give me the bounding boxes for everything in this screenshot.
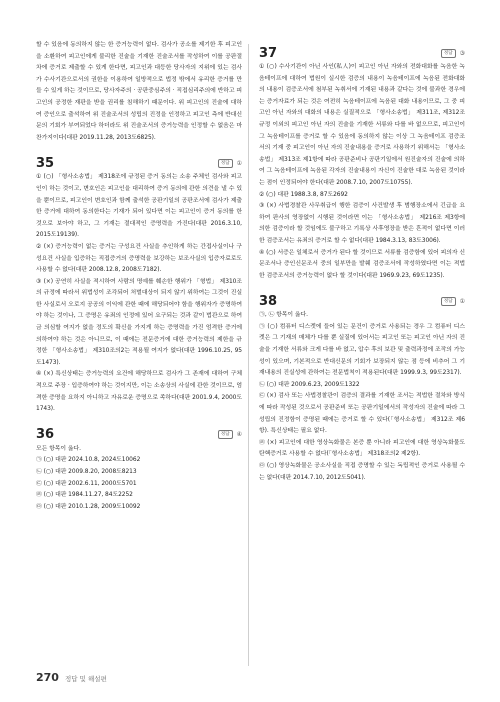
answer-mark: ③ (459, 49, 465, 57)
explanation-item: ① (○) 수사기관이 아닌 사인(私人)이 피고인 아닌 자와의 전화대화를 녹음한 녹음테이프에 대하여 법원이 실시한 검증의 내용이 녹음테이프에 녹음된 전화대화의 내용이 검증조서에 첨부된 녹취서에 기재된 내용과 같다는 것에 불과한 경우에는 증거자료가 되는 것은 여전히 녹음테이프에 녹음된 대화 내용이므로, 그 중 피고인 아닌 자와의 대화의 내용은 실질적으로 「형사소송법」 제311조, 제312조 규정 이외의 피고인 아닌 자의 진술을 기재한 서류와 다를 바 없으므로, 피고인이 그 녹음테이프를 증거로 할 수 있음에 동의하지 않는 이상 그 녹음테이프 검증조서의 기재 중 피고인이 아닌 자의 진술내용을 증거로 사용하기 위해서는 「형사소송법」 제313조 제1항에 따라 공판준비나 공판기일에서 원진술자의 진술에 의하여 그 녹음테이프에 녹음된 각자의 진술내용이 자신이 진술한 대로 녹음된 것이라는 점이 인정되어야 한다(대판 2008.7.10, 2007도10755). (259, 64, 465, 186)
page-number: 270 (36, 671, 59, 684)
answer-tag: 정답 (441, 49, 456, 58)
explanation-item: ② (○) 대판 1988.3.8, 87도2692 (259, 191, 348, 198)
question-number: 37 (259, 45, 278, 61)
citation-item: ㉣ (○) 대판 1984.11.27, 84도2252 (36, 492, 133, 499)
answer-tag: 정답 (441, 297, 456, 306)
question-lead: ㉠, ㉡ 항목이 옳다. (259, 312, 308, 319)
page-label: 정답 및 해설편 (64, 675, 107, 683)
explanation-item: ③ (×) 사법경찰관 사무취급이 행한 검증이 사건발생 후 범행장소에서 긴급을 요하여 판사의 영장없이 시행된 것이라면 이는 「형사소송법」 제216조 제3항에 의한 검증이라 할 것임에도 불구하고 기록상 사후영장을 받은 흔적이 없다면 이러한 검증조서는 유죄의 증거로 할 수 없다(대판 1984.3.13, 83도3006). (259, 203, 465, 244)
answer-mark: ① (459, 297, 465, 305)
explanation-item: ③ (×) 공연히 사실을 적시하여 사람의 명예를 훼손한 행위가 「형법」 제310조의 규정에 따라서 위법성이 조각되어 처벌대상이 되지 않기 위하여는 그것이 진실한 사실로서 오로지 공공의 이익에 관한 때에 해당되어야 함을 행위자가 증명하여야 하는 것이나, 그 증명은 유죄의 인정에 있어 요구되는 것과 같이 법관으로 하여금 의심할 여지가 없을 정도의 확신을 가지게 하는 증명력을 가진 엄격한 증거에 의하여야 하는 것은 아니므로, 이 때에는 전문증거에 대한 증거능력의 제한을 규정한 「형사소송법」 제310조의2는 적용될 여지가 없다(대판 1996.10.25, 95도1473). (36, 278, 242, 366)
answer-badge (441, 297, 465, 306)
explanation-item: ④ (×) 특신상태는 증거능력의 요건에 해당하므로 검사가 그 존재에 대하여 구체적으로 주장 · 입증하여야 하는 것이지만, 이는 소송상의 사실에 관한 것이므로, 엄격한 증명을 요하지 아니하고 자유로운 증명으로 족하다(대판 2001.9.4, 2000도1743). (36, 371, 243, 413)
answer-tag: 정답 (218, 430, 233, 439)
question-35-header (36, 154, 242, 172)
explanation-item: ㉡ (○) 대판 2009.6.23, 2009도1322 (259, 381, 360, 388)
question-37-header (259, 44, 465, 62)
column-divider (248, 44, 249, 666)
citation-item: ㉡ (○) 대판 2009.8.20, 2008도8213 (36, 469, 137, 475)
explanation-item: ① (○) 「형사소송법」 제318조에 규정된 증거 동의는 소송 주체인 검사와 피고인이 하는 것이고, 변호인은 피고인을 대리하여 증거 동의에 관한 의견을 낼 수 있을 뿐이므로, 피고인이 변호인과 함께 출석한 공판기일의 공판조서에 검사가 제출한 증거에 대하여 동의한다는 기재가 되어 있다면 이는 피고인이 증거 동의를 한 것으로 보아야 하고, 그 기재는 절대적인 증명력을 가진다(대판 2016.3.10, 2015도19139). (36, 174, 242, 239)
answer-tag: 정답 (218, 159, 233, 168)
page-footer (36, 671, 107, 684)
question-lead: 모든 항목이 옳다. (36, 445, 81, 452)
answer-mark: ① (236, 159, 242, 167)
citation-item: ㉠ (○) 대판 2024.10.8, 2024도10062 (36, 457, 141, 464)
explanation-item: ④ (○) 서증은 일체로서 증거가 된다 할 것이므로 서류를 검증함에 있어 피의자 신문조서나 증인신문조서 중의 일부만을 발췌 검증조서에 작성하였다면 이는 적법한 검증조서의 증거능력이 없다 할 것이다(대판 1969.9.23, 69도1235). (259, 249, 465, 279)
question-number: 35 (36, 155, 55, 171)
right-column (259, 40, 465, 484)
top-rule (0, 0, 500, 3)
explanation-item: ② (×) 증거능력이 없는 증거는 구성요건 사실을 추인하게 하는 간접사실이나 구성요건 사실을 입증하는 직접증거의 증명력을 보강하는 보조사실의 입증자료로도 사용할 수 없다(대판 2008.12.8, 2008도7182). (36, 243, 242, 274)
citation-item: ㉢ (○) 대판 2002.6.11, 2000도5701 (36, 480, 137, 487)
answer-badge (218, 430, 242, 439)
answer-badge (218, 159, 242, 168)
explanation-item: ㉣ (×) 피고인에 대한 영상녹화물은 본증 뿐 아니라 피고인에 대한 영상녹화물도 탄핵증거로 사용할 수 없다(「형사소송법」 제318조의2 제2항). (259, 439, 465, 458)
question-number: 36 (36, 427, 55, 443)
citation-item: ㉤ (○) 대판 2010.1.28, 2009도10092 (36, 503, 141, 510)
left-column (36, 40, 242, 513)
explanation-item: ㉤ (○) 영상녹화물은 공소사실을 직접 증명할 수 있는 독립적인 증거로 사용될 수는 없다(대판 2014.7.10, 2012도5041). (259, 463, 465, 481)
answer-badge (441, 49, 465, 58)
continued-text: 할 수 있음에 동의하지 않는 한 증거능력이 없다. 검사가 공소를 제기한 후 피고인을 소환하여 피고인에게 불리한 진술을 기재한 진술조서를 작성하여 이를 공판절차에 증거로 제출할 수 있게 한다면, 피고인과 대등한 당사자의 지위에 있는 검사가 수사기관으로서의 권한을 이용하여 일방적으로 법정 밖에서 유리한 증거를 만들 수 있게 하는 것이므로, 당사자주의 · 공판중심주의 · 직접심리주의에 반하고 피고인의 공정한 재판을 받을 권리를 침해하기 때문이다. 위 피고인의 진술에 대하여 증인으로 출석하여 위 진술조서의 성립의 진정을 인정하고 피고인 측에 반대신문의 기회가 부여되었다 하더라도 위 진술조서의 증거능력을 인정할 수 없음은 마찬가지이다(대판 2019.11.28, 2013도6825). (36, 42, 243, 141)
question-38-header (259, 292, 465, 310)
question-number: 38 (259, 293, 278, 309)
answer-mark: ④ (236, 431, 242, 439)
explanation-item: ㉢ (×) 검사 또는 사법경찰관이 검증의 결과를 기재한 조서는 적법한 절차와 방식에 따라 작성된 것으로서 공판준비 또는 공판기일에서의 작성자의 진술에 따라 그 성립의 진정함이 증명된 때에는 증거로 할 수 있다(「형사소송법」 제312조 제6항). 특신상태는 필요 없다. (259, 393, 465, 435)
explanation-item: ㉠ (○) 컴퓨터 디스켓에 들어 있는 문건이 증거로 사용되는 경우 그 컴퓨터 디스켓은 그 기재의 매체가 다를 뿐 실질에 있어서는 피고인 또는 피고인 아닌 자의 진술을 기재한 서류와 크게 다를 바 없고, 압수 후의 보관 및 출력과정에 조작의 가능성이 있으며, 기본적으로 반대신문의 기회가 보장되지 않는 점 등에 비추어 그 기재내용의 진실성에 관하여는 전문법칙이 적용된다(대판 1999.9.3, 99도2317). (259, 323, 466, 377)
question-36-header (36, 426, 242, 444)
